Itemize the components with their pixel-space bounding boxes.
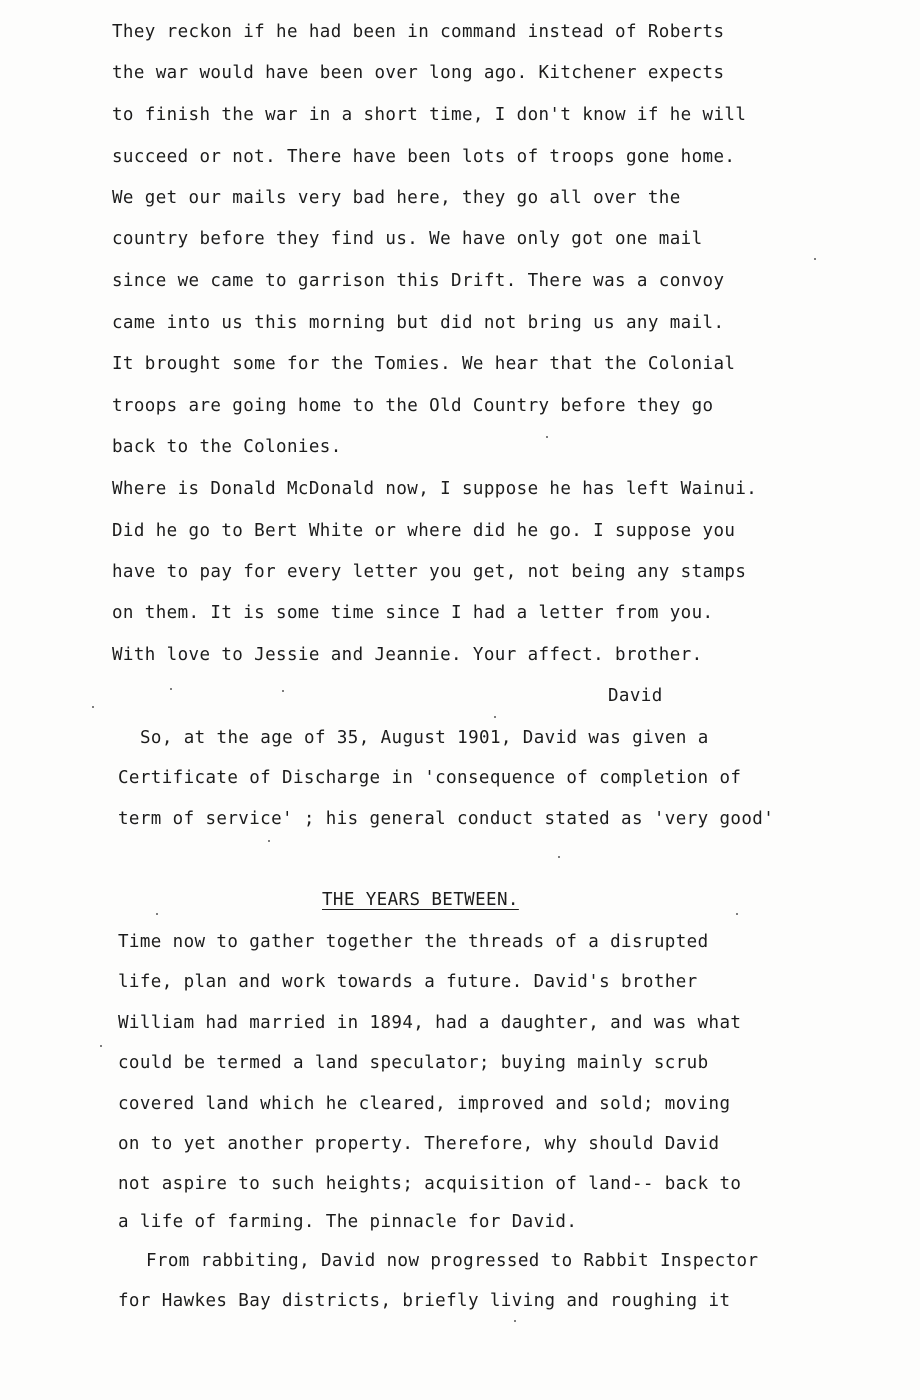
letter-line: It brought some for the Tomies. We hear that the Colonial (112, 354, 736, 374)
letter-line: country before they find us. We have only got one mail (112, 229, 703, 249)
discharge-line: So, at the age of 35, August 1901, David was given a (140, 728, 709, 748)
letter-line: came into us this morning but did not bring us any mail. (112, 313, 725, 333)
letter-signature: David (608, 686, 663, 706)
section-line: could be termed a land speculator; buying mainly scrub (118, 1053, 709, 1073)
letter-line: on them. It is some time since I had a letter from you. (112, 603, 714, 623)
section-line: Time now to gather together the threads of a disrupted (118, 932, 709, 952)
letter-line: With love to Jessie and Jeannie. Your affect. brother. (112, 645, 703, 665)
letter-line: the war would have been over long ago. Kitchener expects (112, 63, 725, 83)
section-line: a life of farming. The pinnacle for David. (118, 1212, 578, 1232)
section-heading: THE YEARS BETWEEN. (322, 890, 519, 910)
scan-speck (514, 1320, 516, 1322)
section-line: for Hawkes Bay districts, briefly living and roughing it (118, 1291, 731, 1311)
scan-speck (558, 856, 560, 858)
letter-line: back to the Colonies. (112, 437, 342, 457)
scan-speck (100, 1045, 102, 1047)
letter-line: since we came to garrison this Drift. There was a convoy (112, 271, 725, 291)
letter-line: to finish the war in a short time, I don't know if he will (112, 105, 747, 125)
letter-line: Where is Donald McDonald now, I suppose he has left Wainui. (112, 479, 758, 499)
letter-line: have to pay for every letter you get, not being any stamps (112, 562, 747, 582)
scan-speck (156, 913, 158, 915)
section-line: William had married in 1894, had a daughter, and was what (118, 1013, 742, 1033)
section-line: From rabbiting, David now progressed to Rabbit Inspector (146, 1251, 759, 1271)
scan-speck (494, 716, 496, 718)
section-line: covered land which he cleared, improved and sold; moving (118, 1094, 731, 1114)
scan-speck (268, 840, 270, 842)
scan-speck (546, 436, 548, 438)
letter-line: succeed or not. There have been lots of troops gone home. (112, 147, 736, 167)
scan-speck (170, 688, 172, 690)
section-line: on to yet another property. Therefore, why should David (118, 1134, 720, 1154)
scan-speck (282, 690, 284, 692)
discharge-line: term of service' ; his general conduct stated as 'very good' (118, 809, 775, 829)
letter-line: troops are going home to the Old Country before they go (112, 396, 714, 416)
section-line: not aspire to such heights; acquisition of land-- back to (118, 1174, 742, 1194)
letter-line: We get our mails very bad here, they go all over the (112, 188, 681, 208)
letter-line: They reckon if he had been in command instead of Roberts (112, 22, 725, 42)
scan-speck (814, 258, 816, 260)
scan-speck (736, 913, 738, 915)
scan-speck (92, 706, 94, 708)
section-line: life, plan and work towards a future. David's brother (118, 972, 698, 992)
discharge-line: Certificate of Discharge in 'consequence of completion of (118, 768, 742, 788)
letter-line: Did he go to Bert White or where did he go. I suppose you (112, 521, 736, 541)
